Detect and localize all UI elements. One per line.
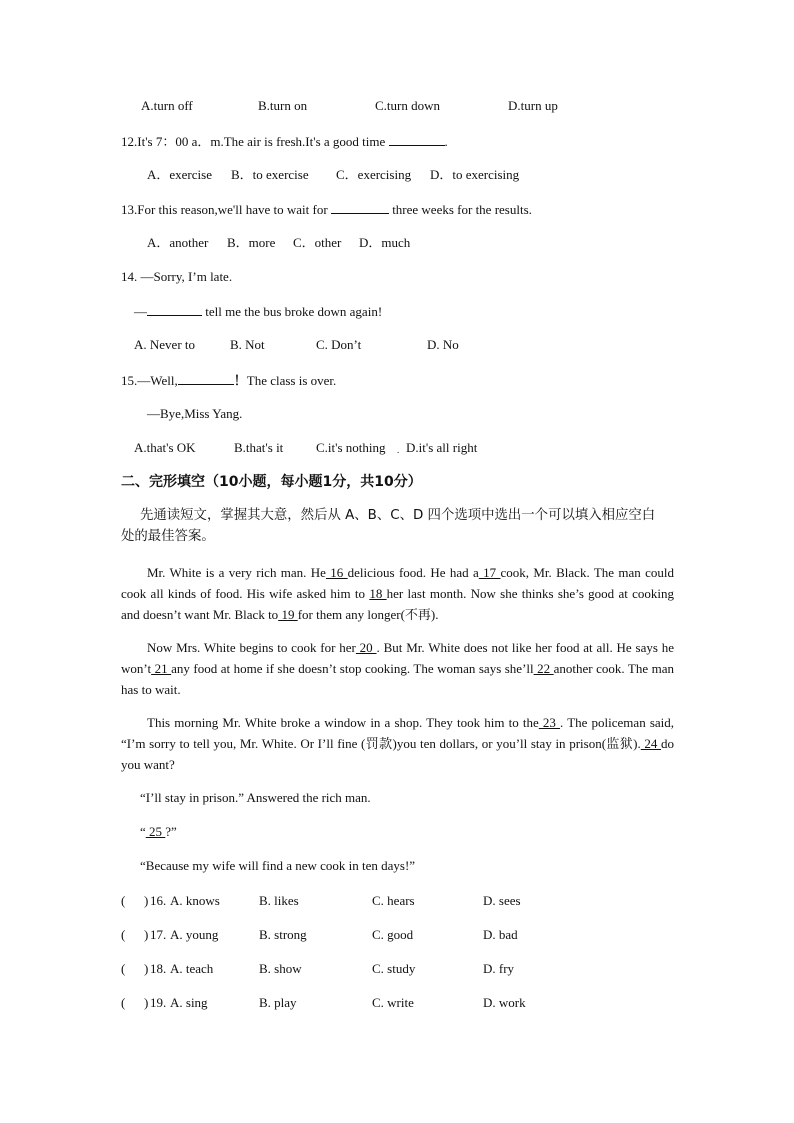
q15-stem bbox=[121, 371, 336, 390]
blank-18: 18 bbox=[369, 586, 387, 601]
q13-option-a: A．another bbox=[147, 235, 209, 250]
answer-option-b: B. strong bbox=[259, 927, 307, 942]
p1-text-2: delicious food. He had a bbox=[347, 565, 479, 580]
blank-25: 25 bbox=[145, 824, 166, 839]
q13-stem-end: three weeks for the results. bbox=[388, 202, 532, 217]
q14-dash: — bbox=[134, 304, 147, 319]
q13-stem-text: 13.For this reason,we'll have to wait for bbox=[121, 202, 331, 217]
answer-option-b: B. play bbox=[259, 995, 297, 1010]
blank-23: 23 bbox=[538, 715, 561, 730]
answer-option-b: B. show bbox=[259, 961, 302, 976]
blank-17: 17 bbox=[478, 565, 501, 580]
answer-number: 17. bbox=[150, 927, 167, 942]
answer-number: 18. bbox=[150, 961, 167, 976]
q11-option-c: C.turn down bbox=[375, 98, 440, 113]
section-instruction-line2: 处的最佳答案。 bbox=[121, 529, 215, 544]
answer-paren-open: ( bbox=[121, 893, 126, 908]
answer-option-d: D. bad bbox=[483, 927, 518, 942]
blank-22: 22 bbox=[533, 661, 554, 676]
blank-16: 16 bbox=[325, 565, 348, 580]
q12-option-c: C．exercising bbox=[336, 167, 412, 182]
q13-option-c: C．other bbox=[293, 235, 342, 250]
p3-text-1: This morning Mr. White broke a window in a shop. They took him to the bbox=[147, 715, 539, 730]
p1-text-3: cook, Mr. Black. The man could cook all kinds of food. His wife asked him to bbox=[121, 565, 674, 601]
q15-blank bbox=[178, 371, 234, 385]
answer-paren-open: ( bbox=[121, 995, 126, 1010]
p2-text-2: . But Mr. White does not like her food at all. He says he won’t bbox=[121, 640, 675, 676]
q12-option-a: A．exercise bbox=[147, 167, 212, 182]
answer-paren-open: ( bbox=[121, 927, 126, 942]
p2-text-4: another cook. The man has to wait. bbox=[121, 661, 675, 697]
blank-19: 19 bbox=[278, 607, 298, 622]
q15-option-a: A.that's OK bbox=[134, 440, 196, 455]
q11-option-d: D.turn up bbox=[508, 98, 558, 113]
answer-paren-close: ) bbox=[144, 927, 149, 942]
q15-stem-end: The class is over. bbox=[246, 373, 337, 388]
section-instruction-line1: 先通读短文，掌握其大意，然后从 A、B、C、D 四个选项中选出一个可以填入相应空白 bbox=[140, 508, 656, 523]
passage-paragraph-5 bbox=[140, 823, 177, 841]
passage-paragraph-4: “I’ll stay in prison.” Answered the rich man. bbox=[140, 790, 371, 805]
q14-option-d: D. No bbox=[427, 337, 459, 352]
answer-option-b: B. likes bbox=[259, 893, 299, 908]
p5-close-quote: ?” bbox=[165, 824, 177, 839]
q13-blank bbox=[331, 200, 389, 214]
answer-option-a: A. knows bbox=[170, 893, 220, 908]
answer-option-a: A. young bbox=[170, 927, 219, 942]
answer-option-c: C. study bbox=[372, 961, 416, 976]
q13-stem bbox=[121, 200, 532, 219]
q14-blank bbox=[147, 302, 202, 316]
q14-stem: 14. —Sorry, I’m late. bbox=[121, 269, 233, 284]
q15-option-d: D.it's all right bbox=[406, 440, 478, 455]
answer-option-c: C. good bbox=[372, 927, 414, 942]
section-heading: 二、完形填空（10小题，每小题1分，共10分） bbox=[121, 474, 422, 490]
p5-open-quote: “ bbox=[140, 824, 146, 839]
p3-text-3: do you want? bbox=[121, 736, 675, 772]
q11-option-a: A.turn off bbox=[141, 98, 193, 113]
q15-stem-text: 15.—Well, bbox=[121, 373, 178, 388]
q12-stem-end: . bbox=[444, 134, 448, 149]
q13-option-b: B．more bbox=[227, 235, 276, 250]
p2-text-1: Now Mrs. White begins to cook for her bbox=[147, 640, 356, 655]
q12-blank bbox=[389, 132, 445, 146]
q12-option-b: B．to exercise bbox=[231, 167, 309, 182]
p2-text-3: any food at home if she doesn’t stop cooking. The woman says she’ll bbox=[171, 661, 534, 676]
q14-reply bbox=[134, 302, 382, 321]
answer-option-d: D. fry bbox=[483, 961, 515, 976]
p3-text-2: . The policeman said, “I’m sorry to tell you, Mr. White. Or I’ll fine (罚款)you ten dollars, or you’ll stay in prison(监狱). bbox=[121, 715, 675, 751]
answer-paren-open: ( bbox=[121, 961, 126, 976]
q15-option-c: C.it's nothing bbox=[316, 440, 386, 455]
q15-stray-mark: . bbox=[397, 445, 400, 455]
p1-text-5: for them any longer(不再). bbox=[297, 607, 439, 622]
passage-paragraph-6: “Because my wife will find a new cook in ten days!” bbox=[140, 858, 416, 873]
blank-24: 24 bbox=[640, 736, 662, 751]
passage-paragraph-1 bbox=[121, 562, 674, 625]
q15-option-b: B.that's it bbox=[234, 440, 284, 455]
passage-paragraph-3 bbox=[121, 712, 674, 775]
answer-number: 19. bbox=[150, 995, 167, 1010]
q15-reply: —Bye,Miss Yang. bbox=[147, 406, 243, 421]
q12-option-d: D．to exercising bbox=[430, 167, 520, 182]
q11-option-b: B.turn on bbox=[258, 98, 308, 113]
answer-option-d: D. sees bbox=[483, 893, 521, 908]
blank-20: 20 bbox=[355, 640, 377, 655]
q14-option-c: C. Don’t bbox=[316, 337, 362, 352]
q13-option-d: D．much bbox=[359, 235, 411, 250]
blank-21: 21 bbox=[151, 661, 172, 676]
q12-stem-text: 12.It's 7：00 a．m.The air is fresh.It's a good time bbox=[121, 134, 389, 149]
q14-reply-text: tell me the bus broke down again! bbox=[202, 304, 383, 319]
p1-text-1: Mr. White is a very rich man. He bbox=[147, 565, 326, 580]
answer-option-d: D. work bbox=[483, 995, 526, 1010]
answer-option-c: C. hears bbox=[372, 893, 415, 908]
answer-option-a: A. teach bbox=[170, 961, 214, 976]
answer-number: 16. bbox=[150, 893, 167, 908]
answer-paren-close: ) bbox=[144, 961, 149, 976]
answer-paren-close: ) bbox=[144, 893, 149, 908]
passage-paragraph-2 bbox=[121, 637, 674, 700]
answer-paren-close: ) bbox=[144, 995, 149, 1010]
answer-option-c: C. write bbox=[372, 995, 414, 1010]
answer-option-a: A. sing bbox=[170, 995, 208, 1010]
q14-option-b: B. Not bbox=[230, 337, 265, 352]
q12-stem bbox=[121, 132, 448, 151]
q15-exclamation: ！ bbox=[233, 373, 247, 388]
q14-option-a: A. Never to bbox=[134, 337, 196, 352]
p1-text-4: her last month. Now she thinks she’s good at cooking and doesn’t want Mr. Black to bbox=[121, 586, 675, 622]
